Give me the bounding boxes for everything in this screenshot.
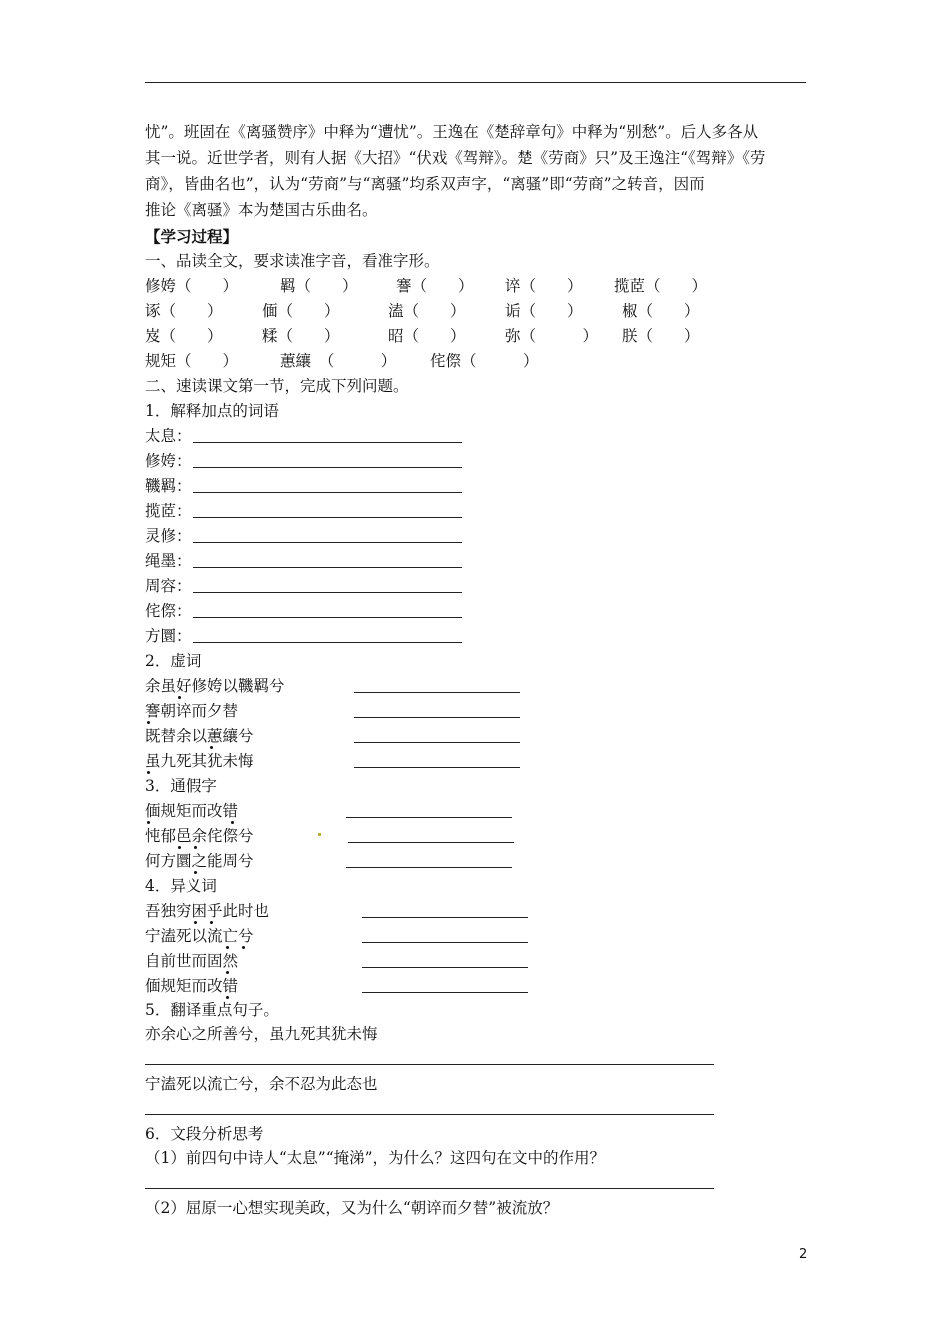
emphasis-dot	[194, 871, 197, 874]
q1-term: 灵修：	[145, 527, 192, 545]
q1-term: 侘傺：	[145, 602, 192, 620]
answer-line[interactable]	[145, 1114, 714, 1115]
answer-line[interactable]	[362, 992, 528, 993]
emphasis-dot	[242, 946, 245, 949]
answer-line[interactable]	[193, 592, 462, 593]
emphasis-dot	[178, 696, 181, 699]
answer-line[interactable]	[193, 442, 462, 443]
emphasis-dot	[210, 746, 213, 749]
q3-item: 偭规矩而改错	[145, 802, 239, 820]
pinyin-item: 弥（ ）	[505, 327, 599, 345]
q1-term: 绳墨：	[145, 552, 192, 570]
answer-line[interactable]	[145, 1188, 714, 1189]
emphasis-dot	[226, 971, 229, 974]
answer-line[interactable]	[354, 767, 520, 768]
q2-item: 虽九死其犹未悔	[145, 752, 254, 770]
q1-term: 太息：	[145, 427, 192, 445]
emphasis-dot	[147, 771, 150, 774]
part2-title: 二、速读课文第一节，完成下列问题。	[145, 377, 409, 395]
q1-term: 方圜：	[145, 627, 192, 645]
q1-title: 1．解释加点的词语	[145, 402, 279, 420]
answer-line[interactable]	[145, 1064, 714, 1065]
pinyin-item: 侘傺（ ）	[430, 352, 539, 370]
q1-term: 鞿羁：	[145, 477, 192, 495]
q3-title: 3．通假字	[145, 777, 217, 795]
pinyin-item: 椒（ ）	[622, 302, 700, 320]
emphasis-dot	[226, 946, 229, 949]
answer-line[interactable]	[362, 942, 528, 943]
emphasis-dot	[147, 821, 150, 824]
pinyin-item: 偭（ ）	[262, 302, 340, 320]
pinyin-item: 溘（ ）	[388, 302, 466, 320]
q5-item: 宁溘死以流亡兮，余不忍为此态也	[145, 1075, 378, 1093]
q5-title: 5．翻译重点句子。	[145, 1001, 279, 1019]
q4-title: 4．异义词	[145, 877, 217, 895]
pinyin-item: 糅（ ）	[262, 327, 340, 345]
q5-item: 亦余心之所善兮，虽九死其犹未悔	[145, 1025, 378, 1043]
q4-item: 吾独穷困乎此时也	[145, 902, 270, 920]
answer-line[interactable]	[193, 617, 462, 618]
answer-line[interactable]	[193, 567, 462, 568]
pinyin-item: 揽茝（ ）	[614, 277, 708, 295]
q2-title: 2．虚词	[145, 652, 202, 670]
pinyin-item: 诟（ ）	[505, 302, 583, 320]
pinyin-item: 昭（ ）	[388, 327, 466, 345]
emphasis-dot	[178, 846, 181, 849]
q2-item: 謇朝谇而夕替	[145, 702, 239, 720]
answer-line[interactable]	[193, 542, 462, 543]
pinyin-item: 羁（ ）	[280, 277, 358, 295]
q2-item: 余虽好修姱以鞿羁兮	[145, 677, 285, 695]
page-number: 2	[799, 1247, 808, 1262]
q6-title: 6．文段分析思考	[145, 1125, 264, 1143]
pinyin-item: 谇（ ）	[505, 277, 583, 295]
emphasis-dot	[194, 846, 197, 849]
intro-line-2: 其一说。近世学者，则有人据《大招》“伏戏《驾辩》。楚《劳商》只”及王逸注“《驾辩》《劳	[145, 149, 766, 167]
intro-line-1: 忧”。班固在《离骚赞序》中释为“遭忧”。王逸在《楚辞章句》中释为“别愁”。后人多各从	[145, 123, 759, 141]
answer-line[interactable]	[193, 492, 462, 493]
section-heading: 【学习过程】	[145, 227, 239, 246]
answer-line[interactable]	[346, 867, 512, 868]
pinyin-item: 謇（ ）	[396, 277, 474, 295]
q4-item: 偭规矩而改错	[145, 977, 239, 995]
answer-line[interactable]	[354, 717, 520, 718]
emphasis-dot	[147, 721, 150, 724]
header-rule	[145, 82, 806, 83]
q3-item: 何方圜之能周兮	[145, 852, 254, 870]
answer-line[interactable]	[193, 517, 462, 518]
answer-line[interactable]	[193, 642, 462, 643]
q4-item: 自前世而固然	[145, 952, 239, 970]
q4-item: 宁溘死以流亡兮	[145, 927, 254, 945]
pinyin-item: 诼（ ）	[145, 302, 223, 320]
q6-item: （1）前四句中诗人“太息”“掩涕”，为什么？这四句在文中的作用？	[145, 1149, 606, 1167]
answer-line[interactable]	[348, 842, 514, 843]
part1-title: 一、品读全文，要求读准字音，看准字形。	[145, 252, 440, 270]
pinyin-item: 朕（ ）	[622, 327, 700, 345]
q1-term: 揽茝：	[145, 502, 192, 520]
q1-term: 周容：	[145, 577, 192, 595]
emphasis-dot	[194, 921, 197, 924]
answer-line[interactable]	[193, 467, 462, 468]
intro-line-4: 推论《离骚》本为楚国古乐曲名。	[145, 201, 378, 219]
emphasis-dot	[231, 821, 234, 824]
pinyin-item: 岌（ ）	[145, 327, 223, 345]
q1-term: 修姱：	[145, 452, 192, 470]
answer-line[interactable]	[362, 967, 528, 968]
emphasis-dot	[226, 996, 229, 999]
answer-line[interactable]	[346, 817, 512, 818]
answer-line[interactable]	[354, 742, 520, 743]
stray-mark	[318, 833, 321, 836]
answer-line[interactable]	[362, 917, 528, 918]
pinyin-item: 蕙纕 （ ）	[280, 352, 397, 370]
intro-line-3: 商》，皆曲名也”，认为“劳商”与“离骚”均系双声字，“离骚”即“劳商”之转音，因而	[145, 175, 705, 193]
answer-line[interactable]	[354, 692, 520, 693]
q2-item: 既替余以蕙纕兮	[145, 727, 254, 745]
pinyin-item: 规矩（ ）	[145, 352, 239, 370]
q6-item: （2）屈原一心想实现美政，又为什么“朝谇而夕替”被流放？	[145, 1199, 559, 1217]
emphasis-dot	[210, 921, 213, 924]
q3-item: 忳郁邑余侘傺兮	[145, 827, 254, 845]
pinyin-item: 修姱（ ）	[145, 277, 239, 295]
